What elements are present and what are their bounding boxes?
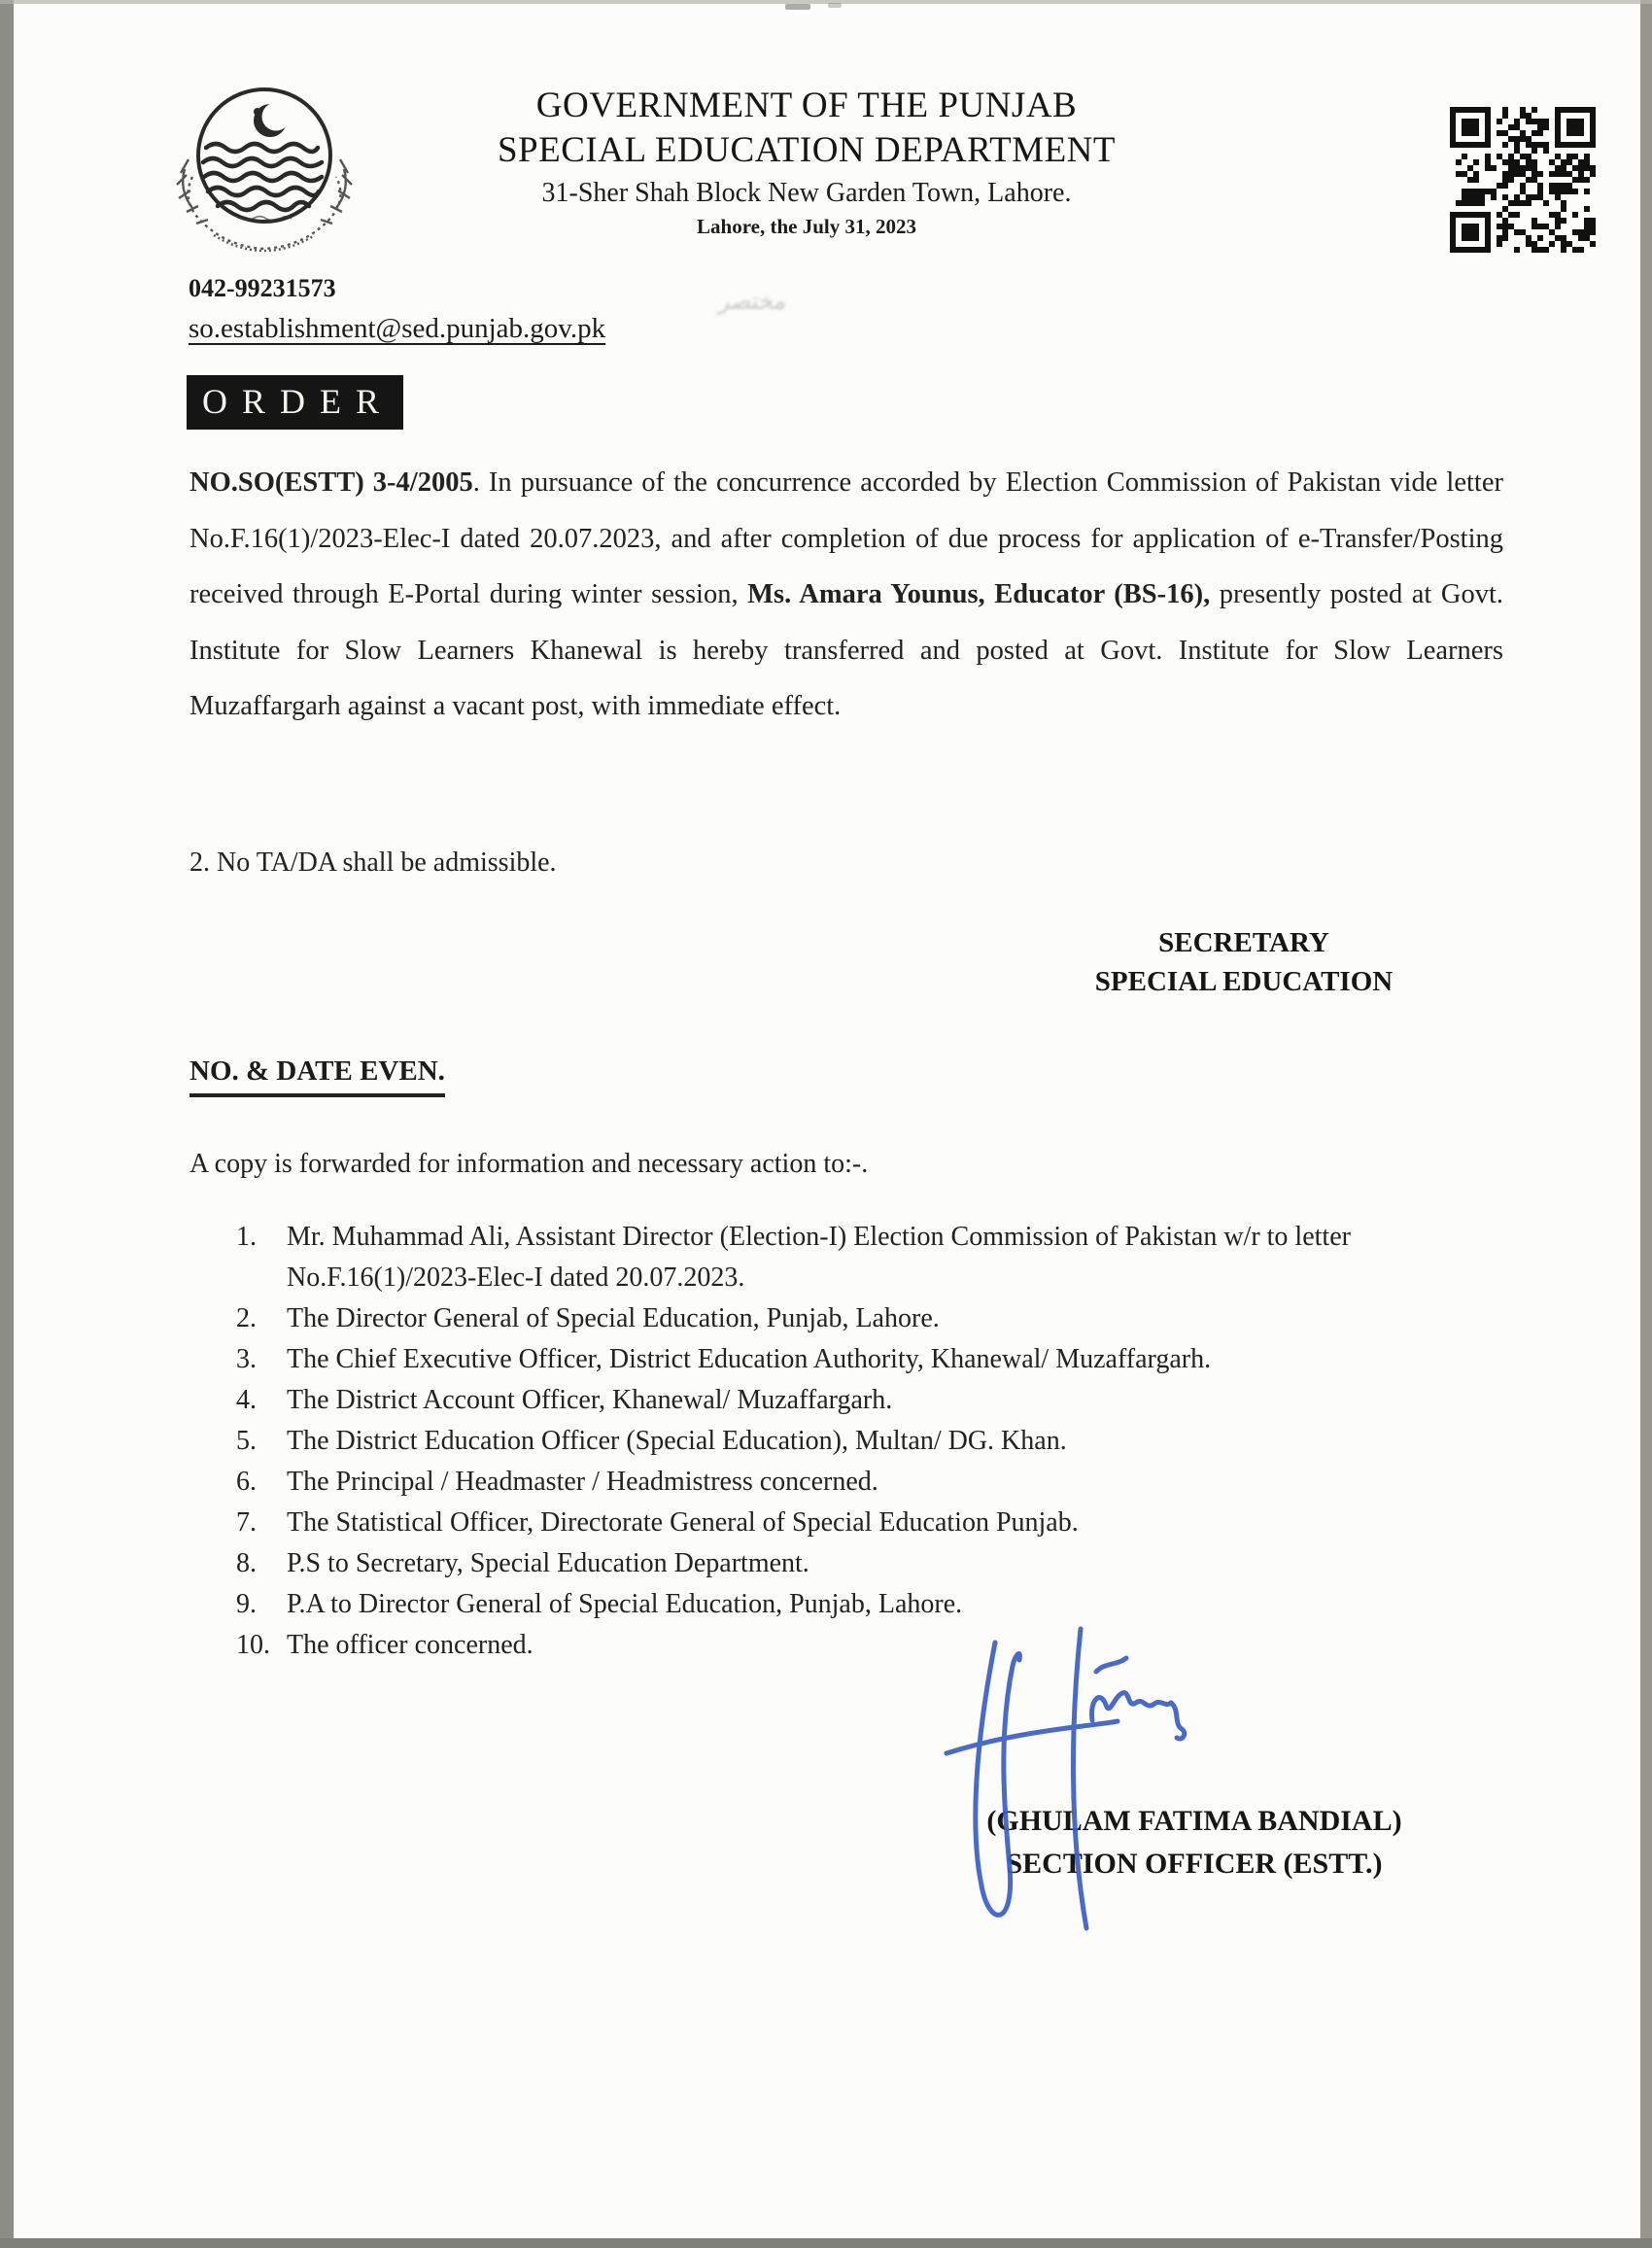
recipient-text: P.A to Director General of Special Education, Punjab, Lahore. (287, 1589, 963, 1619)
approving-authority (1015, 923, 1472, 1001)
handwritten-signature-icon (925, 1615, 1226, 1946)
dateline: Lahore, the July 31, 2023 (697, 214, 916, 238)
contact-block (189, 276, 605, 343)
order-heading: ORDER (187, 375, 403, 430)
recipient-number: 2. (236, 1303, 257, 1333)
reference-number: NO.SO(ESTT) 3-4/2005 (189, 467, 473, 498)
recipient-item (236, 1298, 1511, 1339)
scan-speck (785, 4, 810, 10)
recipient-text: The District Account Officer, Khanewal/ Muzaffargarh. (287, 1385, 893, 1415)
recipient-number: 7. (236, 1507, 257, 1538)
recipient-item (236, 1217, 1511, 1298)
recipient-text: The Statistical Officer, Directorate General of Special Education Punjab. (287, 1507, 1079, 1538)
dispatch-heading: NO. & DATE EVEN. (189, 1055, 445, 1097)
paragraph-text: presently posted at Govt. Institute for Slow Learners Khanewal is hereby transferred and posted at Govt. Institute for Slow Learners Muzaffargarh against a vacant post, with immediate effect. (189, 579, 1504, 722)
order-paragraph (189, 455, 1503, 735)
recipient-number: 1. (236, 1222, 257, 1252)
recipient-number: 8. (236, 1548, 257, 1578)
recipient-item (236, 1584, 1511, 1625)
signatory-title: SECTION OFFICER (ESTT.) (1006, 1847, 1383, 1880)
scan-edge-left (0, 0, 14, 2248)
recipient-number: 4. (236, 1385, 257, 1415)
government-title: GOVERNMENT OF THE PUNJAB (535, 86, 1078, 125)
scan-edge-top (0, 0, 1652, 4)
scan-edge-right (1640, 0, 1652, 2248)
scan-edge-bottom (0, 2238, 1652, 2248)
phone-number: 042-99231573 (189, 274, 336, 302)
clause-2: 2. No TA/DA shall be admissible. (189, 847, 557, 878)
recipient-text: The District Education Officer (Special Education), Multan/ DG. Khan. (287, 1426, 1067, 1456)
recipient-item (236, 1503, 1511, 1543)
recipient-item (236, 1421, 1511, 1462)
signatory-name: (GHULAM FATIMA BANDIAL) (986, 1805, 1402, 1837)
recipient-text: The Chief Executive Officer, District Education Authority, Khanewal/ Muzaffargarh. (287, 1344, 1212, 1374)
recipient-item (236, 1339, 1511, 1380)
recipient-number: 5. (236, 1426, 257, 1456)
recipient-list (236, 1217, 1511, 1666)
transferee-name: Ms. Amara Younus, Educator (BS-16), (747, 579, 1211, 610)
recipient-text: P.S to Secretary, Special Education Department. (287, 1548, 809, 1578)
recipient-number: 3. (236, 1344, 257, 1374)
recipient-item (236, 1462, 1511, 1503)
recipient-number: 10. (236, 1630, 270, 1660)
department-address: 31-Sher Shah Block New Garden Town, Lahore. (541, 177, 1072, 208)
email-address: so.establishment@sed.punjab.gov.pk (189, 313, 606, 344)
recipient-text: Mr. Muhammad Ali, Assistant Director (Election-I) Election Commission of Pakistan w/r to letter No.F.16(1)/2023-Elec-I dated 20.07.2023. (287, 1222, 1351, 1293)
recipient-item (236, 1543, 1511, 1584)
scan-speck (828, 3, 842, 8)
qr-code-icon (1450, 101, 1596, 259)
paragraph-text: . In pursuance of the concurrence accorded by Election Commission of Pakistan vide letter No.F.16(1)/2023-Elec-I dated 20.07.2023, and after completion of due process for application of e-Transfer/Posting received through E-Portal during winter session, (189, 467, 1503, 610)
recipient-number: 6. (236, 1467, 257, 1497)
recipient-number: 9. (236, 1589, 257, 1619)
department-title: SPECIAL EDUCATION DEPARTMENT (497, 130, 1116, 171)
authority-line1: SECRETARY (1158, 927, 1329, 958)
scan-smudge: ﻣﺨﺘﺼﺮ (717, 288, 789, 315)
punjab-government-emblem-logo (163, 80, 365, 266)
dispatch-intro: A copy is forwarded for information and necessary action to:-. (189, 1149, 869, 1179)
authority-line2: SPECIAL EDUCATION (1094, 966, 1394, 998)
letterhead (369, 84, 1244, 239)
recipient-item (236, 1625, 1511, 1666)
recipient-text: The Principal / Headmaster / Headmistress concerned. (287, 1467, 878, 1497)
recipient-item (236, 1380, 1511, 1421)
recipient-text: The Director General of Special Education, Punjab, Lahore. (287, 1303, 940, 1333)
recipient-text: The officer concerned. (287, 1630, 533, 1660)
